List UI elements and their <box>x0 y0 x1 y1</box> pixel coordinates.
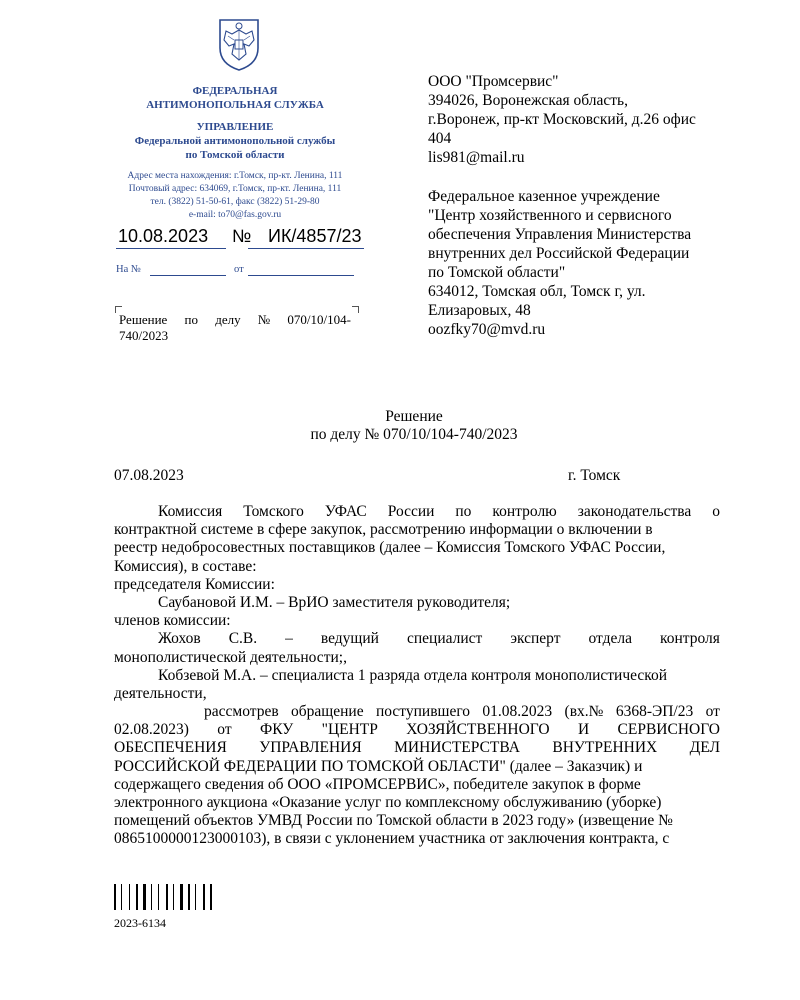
chair-label: председателя Комиссии: <box>114 575 275 593</box>
agency-line-1: ФЕДЕРАЛЬНАЯ <box>192 85 278 97</box>
registration-number: ИК/4857/23 <box>268 226 362 246</box>
coat-of-arms-emblem <box>214 16 264 72</box>
paragraph-2-line-4: РОССИЙСКОЙ ФЕДЕРАЦИИ ПО ТОМСКОЙ ОБЛАСТИ" (далее – Заказчик) и <box>114 757 643 775</box>
recipient-1-line-4: 404 <box>428 130 452 147</box>
from-label: от <box>234 264 244 275</box>
member-1-line-2: монополистической деятельности;, <box>114 648 347 666</box>
recipient-2-line-3: обеспечения Управления Министерства <box>428 226 692 243</box>
member-2-line-1: Кобзевой М.А. – специалиста 1 разряда отдела контроля монополистической <box>158 666 668 684</box>
reg-date-underline <box>116 248 226 249</box>
recipient-1-line-3: г.Воронеж, пр-кт Московский, д.26 офис <box>428 111 696 128</box>
barcode-bar <box>136 884 138 910</box>
department-name <box>110 120 360 162</box>
agency-address <box>110 170 360 222</box>
barcode-bar <box>121 884 122 910</box>
subject <box>119 312 351 344</box>
paragraph-1-line-3: реестр недобросовестных поставщиков (далее – Комиссия Томского УФАС России, <box>114 539 666 557</box>
paragraph-1-line-4: Комиссия), в составе: <box>114 557 257 575</box>
phone-line: тел. (3822) 51-50-61, факс (3822) 51-29-80 <box>150 197 320 207</box>
recipient-1 <box>428 72 728 167</box>
barcode-number: 2023-6134 <box>114 916 166 930</box>
on-number-label: На № <box>116 264 141 275</box>
paragraph-1-line-2: контрактной системе в сфере закупок, рассмотрению информации о включении в <box>114 521 653 539</box>
reg-number-underline <box>248 248 364 249</box>
barcode-bar <box>210 884 212 910</box>
recipient-1-line-1: ООО "Промсервис" <box>428 73 559 90</box>
barcode-bar <box>203 884 205 910</box>
paragraph-2-line-1: рассмотрев обращение поступившего 01.08.2023 (вх.№ 6368-ЭП/23 от <box>204 703 720 721</box>
barcode-bar <box>188 884 190 910</box>
recipient-2-line-4: внутренних дел Российской Федерации <box>428 245 690 262</box>
decision-city: г. Томск <box>568 467 621 484</box>
decision-date: 07.08.2023 <box>114 467 184 484</box>
barcode-bar <box>129 884 130 910</box>
recipient-2-line-6: 634012, Томская обл, Томск г, ул. <box>428 283 646 300</box>
paragraph-1-line-1: Комиссия Томского УФАС России по контролю законодательства о <box>158 503 720 520</box>
barcode-bar <box>166 884 168 910</box>
member-2-line-2: деятельности, <box>114 684 207 702</box>
subject-line-1: Решение по делу № 070/10/104- <box>119 312 351 327</box>
agency-line-2: АНТИМОНОПОЛЬНАЯ СЛУЖБА <box>146 99 324 111</box>
recipient-2 <box>428 187 728 339</box>
reg-number-label: № <box>232 226 252 246</box>
members-label: членов комиссии: <box>114 612 231 630</box>
department-line-1: УПРАВЛЕНИЕ <box>196 121 274 133</box>
title-line-2: по делу № 070/10/104-740/2023 <box>310 426 518 443</box>
recipient-1-line-2: 394026, Воронежская область, <box>428 92 628 109</box>
barcode-bar <box>151 884 152 910</box>
chair-member: Саубановой И.М. – ВрИО заместителя руководителя; <box>158 593 511 611</box>
from-date-field <box>248 275 354 276</box>
recipient-2-line-2: "Центр хозяйственного и сервисного <box>428 207 672 224</box>
email-line: e-mail: to70@fas.gov.ru <box>188 210 282 220</box>
recipient-2-email: oozfky70@mvd.ru <box>428 321 546 338</box>
paragraph-2-line-2: 02.08.2023) от ФКУ "ЦЕНТР ХОЗЯЙСТВЕННОГО И СЕРВИСНОГО <box>114 721 720 739</box>
paragraph-2-line-6: электронного аукциона «Оказание услуг по комплексному обслуживанию (уборке) <box>114 794 662 811</box>
on-number-field <box>150 275 226 276</box>
address-line-2: Почтовый адрес: 634069, г.Томск, пр-кт. Ленина, 111 <box>128 184 342 194</box>
barcode-bar <box>195 884 196 910</box>
recipient-2-line-1: Федеральное казенное учреждение <box>428 188 660 205</box>
subject-corner-right <box>352 306 359 313</box>
barcode-bar <box>114 884 116 910</box>
member-1-line-1: Жохов С.В. – ведущий специалист эксперт отдела контроля <box>158 630 720 648</box>
barcode-bar <box>143 884 146 910</box>
title-line-1: Решение <box>385 408 443 425</box>
paragraph-2-line-7: помещений объектов УМВД России по Томской области в 2023 году» (извещение № <box>114 812 673 830</box>
department-line-3: по Томской области <box>185 149 285 161</box>
recipient-2-line-7: Елизаровых, 48 <box>428 302 531 319</box>
recipient-2-line-5: по Томской области" <box>428 264 566 281</box>
document-title <box>114 408 714 444</box>
paragraph-2-line-5: содержащего сведения об ООО «ПРОМСЕРВИС», победителе закупок в форме <box>114 775 641 793</box>
barcode-bar <box>158 884 159 910</box>
document-body <box>114 503 720 849</box>
address-line-1: Адрес места нахождения: г.Томск, пр-кт. Ленина, 111 <box>127 171 343 181</box>
subject-line-2: 740/2023 <box>119 328 169 343</box>
paragraph-2-line-3: ОБЕСПЕЧЕНИЯ УПРАВЛЕНИЯ МИНИСТЕРСТВА ВНУТРЕННИХ ДЕЛ <box>114 739 720 757</box>
barcode-bar <box>180 884 183 910</box>
barcode <box>114 884 236 910</box>
registration-date: 10.08.2023 <box>118 226 209 246</box>
barcode-bar <box>173 884 174 910</box>
department-line-2: Федеральной антимонопольной службы <box>134 135 336 147</box>
recipient-1-email: lis981@mail.ru <box>428 149 525 166</box>
agency-name <box>110 84 360 112</box>
paragraph-2-line-8: 0865100000123000103), в связи с уклонением участника от заключения контракта, с <box>114 830 670 848</box>
